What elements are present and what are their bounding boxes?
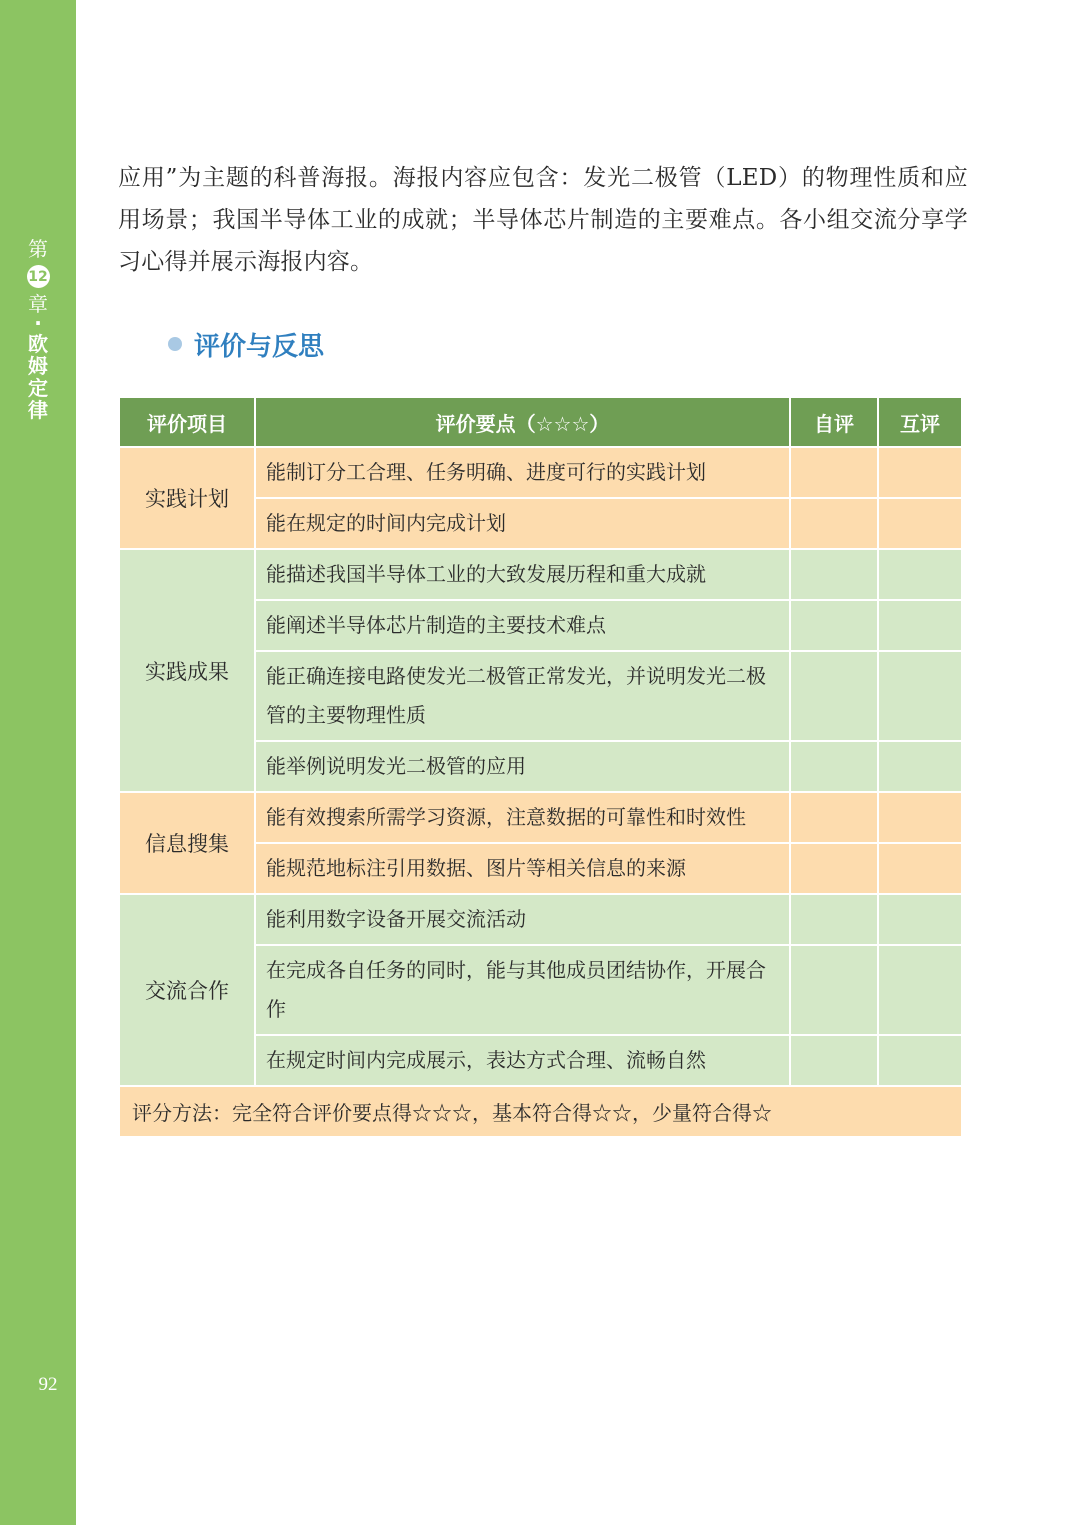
chapter-sidebar — [0, 0, 76, 1525]
self-eval-cell[interactable] — [790, 600, 878, 651]
evaluation-point: 能在规定的时间内完成计划 — [255, 498, 790, 549]
peer-eval-cell[interactable] — [878, 792, 962, 843]
page-number: 92 — [38, 1374, 58, 1395]
table-row — [119, 894, 962, 945]
evaluation-point: 在规定时间内完成展示，表达方式合理、流畅自然 — [255, 1035, 790, 1086]
category-cell: 交流合作 — [119, 894, 255, 1086]
evaluation-point: 能阐述半导体芯片制造的主要技术难点 — [255, 600, 790, 651]
self-eval-cell[interactable] — [790, 792, 878, 843]
self-eval-cell[interactable] — [790, 447, 878, 498]
header-peer: 互评 — [878, 397, 962, 447]
self-eval-cell[interactable] — [790, 741, 878, 792]
peer-eval-cell[interactable] — [878, 945, 962, 1035]
chapter-number-badge: 12 — [27, 265, 50, 288]
evaluation-point: 能描述我国半导体工业的大致发展历程和重大成就 — [255, 549, 790, 600]
peer-eval-cell[interactable] — [878, 447, 962, 498]
self-eval-cell[interactable] — [790, 894, 878, 945]
table-row — [119, 549, 962, 600]
peer-eval-cell[interactable] — [878, 549, 962, 600]
chapter-prefix: 第 — [28, 237, 48, 261]
chapter-title: 欧姆定律 — [28, 332, 48, 422]
section-heading — [168, 324, 324, 364]
peer-eval-cell[interactable] — [878, 651, 962, 741]
evaluation-table — [118, 396, 963, 1138]
scoring-method: 评分方法：完全符合评价要点得☆☆☆，基本符合得☆☆，少量符合得☆ — [119, 1086, 962, 1137]
evaluation-point: 能规范地标注引用数据、图片等相关信息的来源 — [255, 843, 790, 894]
body-paragraph: 应用”为主题的科普海报。海报内容应包含：发光二极管（LED）的物理性质和应用场景；我国半导体工业的成就；半导体芯片制造的主要难点。各小组交流分享学习心得并展示海报内容。 — [118, 165, 968, 275]
self-eval-cell[interactable] — [790, 1035, 878, 1086]
header-points: 评价要点（☆☆☆） — [255, 397, 790, 447]
evaluation-point: 能制订分工合理、任务明确、进度可行的实践计划 — [255, 447, 790, 498]
peer-eval-cell[interactable] — [878, 741, 962, 792]
chapter-label — [0, 238, 76, 421]
self-eval-cell[interactable] — [790, 843, 878, 894]
self-eval-cell[interactable] — [790, 651, 878, 741]
evaluation-point: 能利用数字设备开展交流活动 — [255, 894, 790, 945]
table-row — [119, 447, 962, 498]
bullet-dot-icon — [168, 337, 182, 351]
peer-eval-cell[interactable] — [878, 1035, 962, 1086]
table-header-row — [119, 397, 962, 447]
self-eval-cell[interactable] — [790, 498, 878, 549]
category-cell: 实践成果 — [119, 549, 255, 792]
evaluation-point: 能正确连接电路使发光二极管正常发光，并说明发光二极管的主要物理性质 — [255, 651, 790, 741]
peer-eval-cell[interactable] — [878, 600, 962, 651]
header-item: 评价项目 — [119, 397, 255, 447]
evaluation-point: 能有效搜索所需学习资源，注意数据的可靠性和时效性 — [255, 792, 790, 843]
self-eval-cell[interactable] — [790, 945, 878, 1035]
section-title: 评价与反思 — [194, 331, 325, 362]
self-eval-cell[interactable] — [790, 549, 878, 600]
chapter-suffix: 章 — [28, 292, 48, 316]
table-row — [119, 792, 962, 843]
peer-eval-cell[interactable] — [878, 498, 962, 549]
peer-eval-cell[interactable] — [878, 894, 962, 945]
header-self: 自评 — [790, 397, 878, 447]
chapter-separator: · — [34, 311, 42, 335]
table-footer-row — [119, 1086, 962, 1137]
evaluation-point: 在完成各自任务的同时，能与其他成员团结协作，开展合作 — [255, 945, 790, 1035]
category-cell: 实践计划 — [119, 447, 255, 549]
evaluation-point: 能举例说明发光二极管的应用 — [255, 741, 790, 792]
peer-eval-cell[interactable] — [878, 843, 962, 894]
category-cell: 信息搜集 — [119, 792, 255, 894]
